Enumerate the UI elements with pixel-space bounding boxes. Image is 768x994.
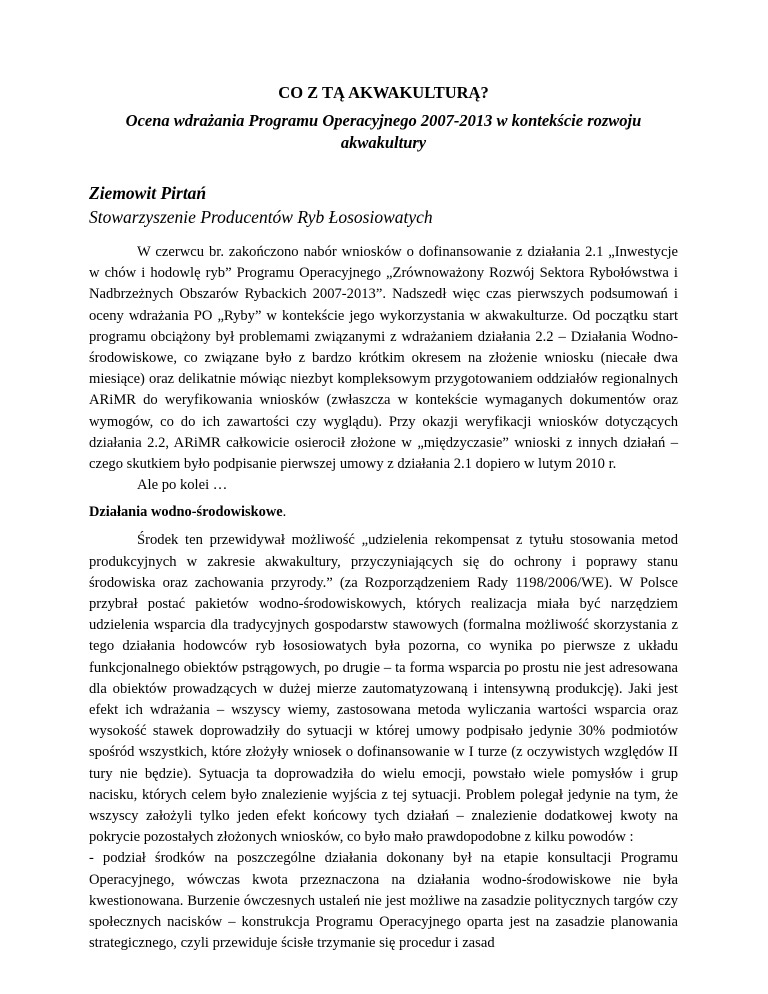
document-page (89, 82, 678, 955)
section-heading (89, 502, 678, 523)
paragraph-list-item: - podział środków na poszczególne działania dokonany był na etapie konsultacji Programu Operacyjnego, wówczas kwota przeznaczona na działania wodno-środowiskowe nie była kwestionowana. Burzenie ówczesnych ustaleń nie jest możliwe na zasadzie politycznych targów czy społecznych nacisków – konstrukcja Programu Operacyjnego oparta jest na zasadzie planowania strategicznego, czyli przewiduje ścisłe trzymanie się procedur i zasad (89, 850, 678, 952)
section-heading-text: Działania wodno-środowiskowe (89, 504, 283, 521)
document-title: CO Z TĄ AKWAKULTURĄ? (278, 83, 489, 102)
section-heading-period: . (282, 504, 287, 521)
document-subtitle: Ocena wdrażania Programu Operacyjnego 2007-2013 w kontekście rozwoju akwakultury (125, 111, 642, 152)
author-name: Ziemowit Pirtań (89, 183, 207, 203)
paragraph-section-body: Środek ten przewidywał możliwość „udzielenia rekompensat z tytułu stosowania metod produkcyjnych w zakresie akwakultury, przyczyniających się do ochrony i poprawy stanu środowiska oraz zachowania przyrody.” (za Rozporządzeniem Rady 1198/2006/WE). W Polsce przybrał postać pakietów wodno-środowiskowych, których realizacja miała być narzędziem udzielenia wsparcia dla tradycyjnych gospodarstw stawowych (formalna możliwość skorzystania z tego działania hodowców ryb łososiowatych była pozorna, co wynika po pierwsze z układu funkcjonalnego obiektów pstrągowych, po drugie – ta forma wsparcia po prostu nie jest adresowana dla obiektów prowadzących w dużej mierze zautomatyzowaną i intensywną produkcję). Jaki jest efekt ich wdrażania – wszyscy wiemy, zastosowana metoda wyliczania wartości wsparcia oraz wysokość stawek doprowadziły do sytuacji w której umowy podpisało jedynie 30% podmiotów spośród wszystkich, które złożyły wniosek o dofinansowanie w I turze (z oczywistych względów II tury nie będzie). Sytuacja ta doprowadziła do wielu emocji, powstało wiele pomysłów i grup nacisku, których celem było znalezienie wyjścia z tej sytuacji. Problem polegał jedynie na tym, że wszyscy założyli tylko jeden efekt końcowy tych działań – znalezienie dodatkowej kwoty na pokrycie pozostałych złożonych wniosków, co było mało prawdopodobne z kilku powodów : (89, 532, 678, 846)
paragraph-intro: W czerwcu br. zakończono nabór wniosków o dofinansowanie z działania 2.1 „Inwestycje w chów i hodowlę ryb” Programu Operacyjnego „Zrównoważony Rozwój Sektora Rybołówstwa i Nadbrzeżnych Obszarów Rybackich 2007-2013”. Nadszedł więc czas pierwszych podsumowań i oceny wdrażania PO „Ryby” w kontekście jego wykorzystania w akwakulturze. Od początku start programu obciążony był problemami związanymi z wdrażaniem działania 2.2 – Działania Wodno-środowiskowe, co związane było z bardzo krótkim okresem na złożenie wniosku (niecałe dwa miesiące) oraz delikatnie mówiąc niezbyt kompleksowym przygotowaniem oddziałów regionalnych ARiMR do weryfikowania wniosków (zwłaszcza w kontekście wymaganych dokumentów oraz wymogów, co do ich zawartości czy wyglądu). Przy okazji weryfikacji wniosków dotyczących działania 2.2, ARiMR całkowicie osierocił złożone w „międzyczasie” wnioski z innych działań – czego skutkiem było podpisanie pierwszej umowy z działania 2.1 dopiero w lutym 2010 r. (89, 244, 678, 473)
paragraph-transition: Ale po kolei … (137, 477, 228, 494)
author-affiliation: Stowarzyszenie Producentów Ryb Łososiowatych (89, 207, 433, 227)
